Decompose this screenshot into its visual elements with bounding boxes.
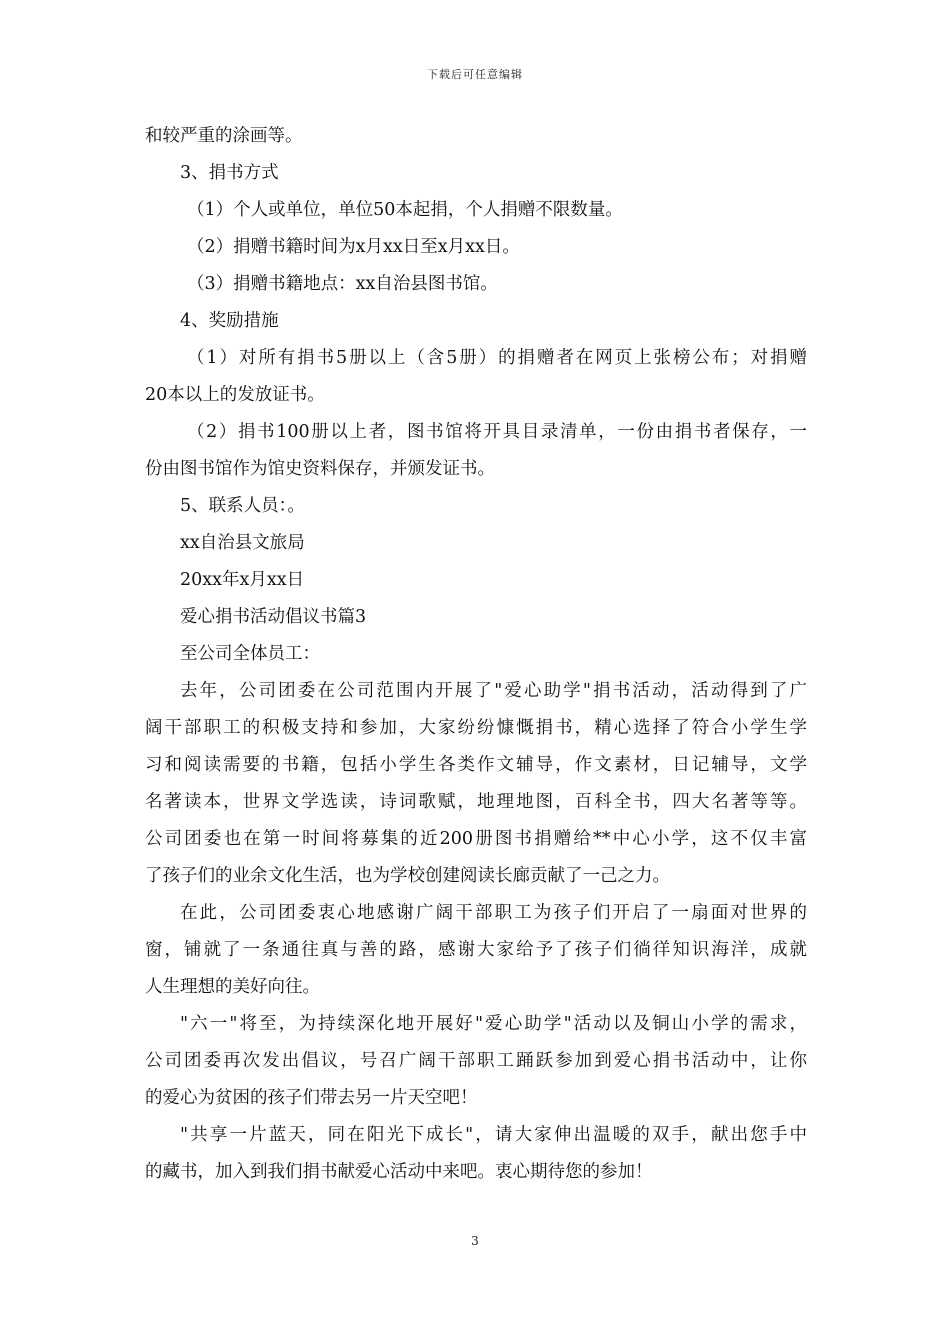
section-heading: 5、联系人员：。 [180, 496, 305, 516]
text-line: 20本以上的发放证书。 [145, 385, 325, 405]
text-line: 份由图书馆作为馆史资料保存，并颁发证书。 [145, 459, 495, 479]
paragraph-line: 在此，公司团委衷心地感谢广阔干部职工为孩子们开启了一扇面对世界的 [180, 903, 807, 923]
paragraph-line: 的爱心为贫困的孩子们带去另一片天空吧！ [145, 1088, 478, 1108]
paragraph-line: 名著读本，世界文学选读，诗词歌赋，地理地图，百科全书，四大名著等等。 [145, 792, 807, 812]
paragraph-line: 窗，铺就了一条通往真与善的路，感谢大家给予了孩子们徜徉知识海洋，成就 [145, 940, 807, 960]
list-item: （2）捐赠书籍时间为x月xx日至x月xx日。 [187, 237, 520, 257]
list-item: （2）捐书100册以上者，图书馆将开具目录清单，一份由捐书者保存，一 [187, 422, 807, 442]
list-item: （1）个人或单位，单位50本起捐，个人捐赠不限数量。 [187, 200, 623, 220]
list-item: （1）对所有捐书5册以上（含5册）的捐赠者在网页上张榜公布；对捐赠 [187, 348, 807, 368]
signature-org: xx自治县文旅局 [180, 533, 305, 553]
page-number: 3 [471, 1234, 479, 1248]
text-line: 和较严重的涂画等。 [145, 126, 303, 146]
paragraph-line: 了孩子们的业余文化生活，也为学校创建阅读长廊贡献了一己之力。 [145, 866, 670, 886]
paragraph-line: 阔干部职工的积极支持和参加，大家纷纷慷慨捐书，精心选择了符合小学生学 [145, 718, 807, 738]
paragraph-line: "共享一片蓝天，同在阳光下成长"，请大家伸出温暖的双手，献出您手中 [180, 1125, 807, 1145]
paragraph-line: 去年，公司团委在公司范围内开展了"爱心助学"捐书活动，活动得到了广 [180, 681, 807, 701]
article-title: 爱心捐书活动倡议书篇3 [180, 607, 367, 627]
document-body [145, 118, 807, 1191]
signature-date: 20xx年x月xx日 [180, 570, 305, 590]
paragraph-line: 公司团委也在第一时间将募集的近200册图书捐赠给**中心小学，这不仅丰富 [145, 829, 807, 849]
page-header: 下载后可任意编辑 [427, 68, 523, 81]
section-heading: 3、捐书方式 [180, 163, 279, 183]
paragraph-line: 公司团委再次发出倡议，号召广阔干部职工踊跃参加到爱心捐书活动中，让你 [145, 1051, 807, 1071]
section-heading: 4、奖励措施 [180, 311, 279, 331]
paragraph-line: 习和阅读需要的书籍，包括小学生各类作文辅导，作文素材，日记辅导，文学 [145, 755, 807, 775]
salutation: 至公司全体员工： [180, 644, 320, 664]
paragraph-line: 的藏书，加入到我们捐书献爱心活动中来吧。衷心期待您的参加！ [145, 1162, 653, 1182]
list-item: （3）捐赠书籍地点：xx自治县图书馆。 [187, 274, 498, 294]
paragraph-line: 人生理想的美好向往。 [145, 977, 320, 997]
paragraph-line: "六一"将至，为持续深化地开展好"爱心助学"活动以及铜山小学的需求， [180, 1014, 807, 1034]
